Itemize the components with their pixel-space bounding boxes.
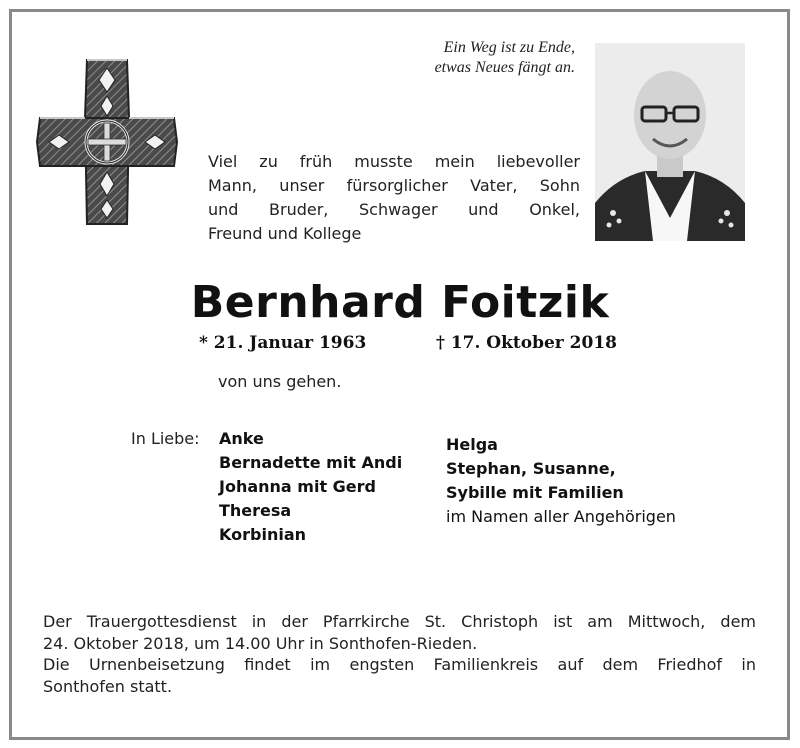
mourner-name: Johanna mit Gerd [219,477,376,496]
motto-line-2: etwas Neues fängt an. [434,59,575,76]
mourner-name: Sybille mit Familien [446,483,624,502]
portrait-illustration [595,43,745,241]
mourner-name: Helga [446,435,498,454]
motto-line-1: Ein Weg ist zu Ende, [443,39,575,56]
service-info [43,611,756,697]
closing-phrase: von uns gehen. [218,372,342,391]
service-line-3: Die Urnenbeisetzung findet im engsten Familienkreis auf dem Friedhof in [43,655,756,674]
intro-line-1: Viel zu früh musste mein liebevoller [208,152,580,171]
death-date: † 17. Oktober 2018 [436,333,617,353]
intro-text [208,150,580,246]
mourner-name: Anke [219,429,264,448]
service-line-2: 24. Oktober 2018, um 14.00 Uhr in Sonthofen-Rieden. [43,633,478,653]
mourner-name: Bernadette mit Andi [219,453,403,472]
cross-emblem [27,46,187,236]
mourner-name: Korbinian [219,525,306,544]
service-line-1: Der Trauergottesdienst in der Pfarrkirche St. Christoph ist am Mittwoch, dem [43,612,756,631]
intro-line-2: Mann, unser fürsorglicher Vater, Sohn [208,176,580,195]
mourners-right-column [446,433,676,529]
deceased-name: Bernhard Foitzik [190,277,610,328]
intro-line-4: Freund und Kollege [208,224,362,243]
service-line-4: Sonthofen statt. [43,676,173,696]
motto [385,38,575,78]
mourners-left-column [219,427,402,547]
mourner-name: Theresa [219,501,292,520]
mourners-label: In Liebe: [131,429,200,448]
mourners-family-note: im Namen aller Angehörigen [446,507,676,526]
mourner-name: Stephan, Susanne, [446,459,616,478]
intro-line-3: und Bruder, Schwager und Onkel, [208,200,580,219]
portrait-photo [595,43,745,241]
birth-date: * 21. Januar 1963 [199,333,367,353]
